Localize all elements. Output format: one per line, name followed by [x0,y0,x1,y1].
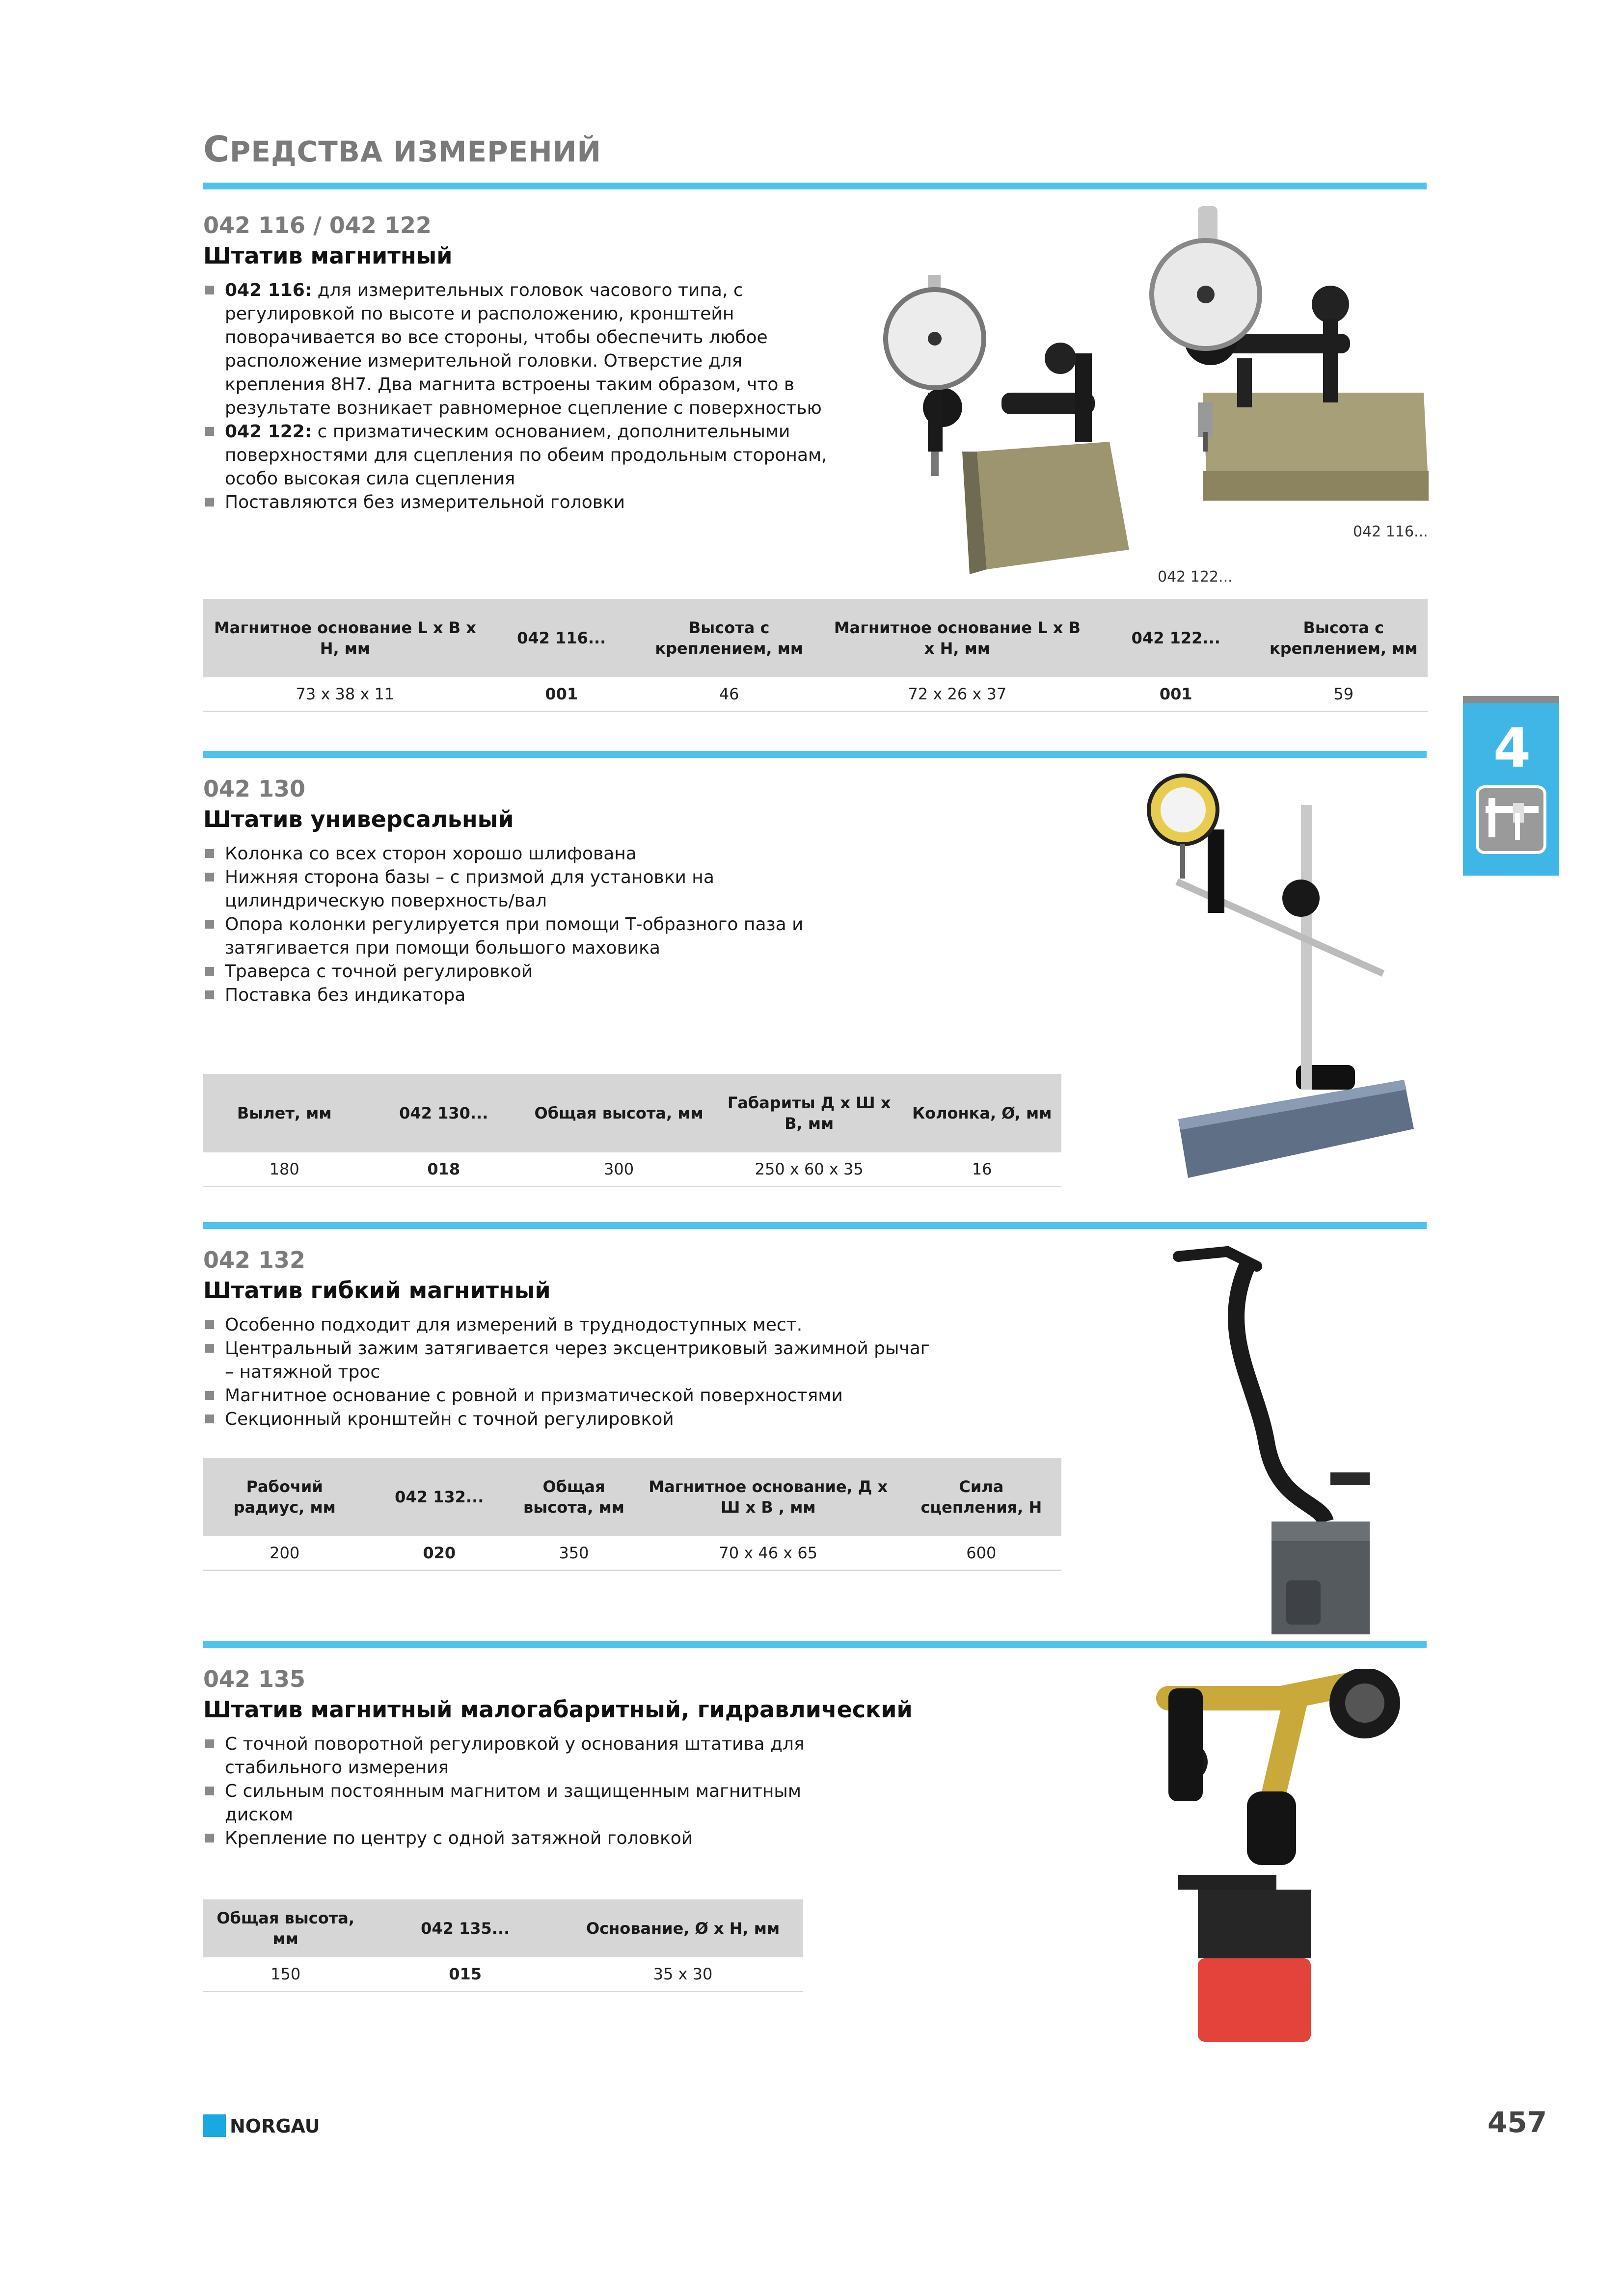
spec-table [203,1899,803,1992]
magnetic-stand-image [864,196,1434,579]
column-header: 042 132... [366,1458,513,1536]
column-header: Общая высота, мм [203,1899,368,1957]
table-row [203,1152,1061,1187]
feature-list [203,279,837,514]
feature-item: С точной поворотной регулировкой у основания штатива для стабильного измерения [203,1733,841,1780]
product-code: 042 130 [203,775,306,802]
column-header: Высота с креплением, мм [1260,599,1428,677]
product-name: Штатив универсальный [203,806,514,832]
table-cell: 46 [636,677,822,712]
column-header: Общая высота, мм [522,1074,716,1152]
table-cell: 59 [1260,677,1428,712]
feature-item: Секционный кронштейн с точной регулировкой [203,1408,930,1431]
spec-table [203,1074,1061,1187]
table-row [203,1536,1061,1571]
feature-item: 042 122: с призматическим основанием, дополнительными поверхностями для сцепления по обеим продольным сторонам, особо высокая сила сцепления [203,420,837,491]
section-rule [203,1641,1427,1648]
table-cell: 35 x 30 [563,1957,803,1992]
feature-item: Колонка со всех сторон хорошо шлифована [203,842,841,866]
spec-table [203,1458,1061,1571]
product-name: Штатив магнитный [203,242,453,269]
column-header: Колонка, Ø, мм [902,1074,1061,1152]
chapter-number: 4 [1493,717,1531,779]
table-cell: 200 [203,1536,366,1571]
table-cell: 001 [487,677,636,712]
column-header: Рабочий радиус, мм [203,1458,366,1536]
image-caption: 042 116... [1353,523,1428,540]
image-caption: 042 122... [1158,568,1233,586]
feature-list [203,842,841,1007]
product-code: 042 116 / 042 122 [203,212,432,239]
spec-table [203,599,1428,712]
section-rule [203,1222,1427,1229]
table-cell: 70 x 46 x 65 [635,1536,901,1571]
column-header: 042 135... [368,1899,563,1957]
feature-item: 042 116: для измерительных головок часового типа, с регулировкой по высоте и расположению, кронштейн поворачивается во все стороны, чтобы обеспечить любое расположение измерительной головки. Отверстие для крепления 8H7. Два магнита встроены таким образом, что в результате возникает равномерное сцепление с поверхностью [203,279,837,420]
column-header: Габариты Д x Ш x В, мм [716,1074,902,1152]
table-cell: 018 [365,1152,522,1187]
column-header: 042 116... [487,599,636,677]
column-header: Магнитное основание L x B x H, мм [203,599,487,677]
table-row [203,677,1428,712]
table-cell: 350 [513,1536,635,1571]
feature-item: Поставляются без измерительной головки [203,491,837,514]
table-cell: 015 [368,1957,563,1992]
feature-item: Центральный зажим затягивается через эксцентриковый зажимной рычаг – натяжной трос [203,1337,930,1384]
column-header: 042 122... [1092,599,1260,677]
table-cell: 180 [203,1152,365,1187]
product-name: Штатив гибкий магнитный [203,1277,551,1304]
feature-item: С сильным постоянным магнитом и защищенным магнитным диском [203,1780,841,1827]
feature-item: Опора колонки регулируется при помощи Т-образного паза и затягивается при помощи большого маховика [203,913,841,960]
table-cell: 150 [203,1957,368,1992]
feature-item: Особенно подходит для измерений в труднодоступных мест. [203,1313,930,1337]
table-cell: 600 [901,1536,1061,1571]
table-cell: 001 [1092,677,1260,712]
column-header: Общая высота, мм [513,1458,635,1536]
page-number: 457 [1488,2106,1547,2139]
table-cell: 16 [902,1152,1061,1187]
table-cell: 300 [522,1152,716,1187]
product-name: Штатив магнитный малогабаритный, гидравлический [203,1696,913,1723]
column-header: Магнитное основание L x B x H, мм [822,599,1092,677]
column-header: 042 130... [365,1074,522,1152]
table-cell: 72 x 26 x 37 [822,677,1092,712]
feature-item: Поставка без индикатора [203,984,841,1007]
feature-list [203,1733,841,1850]
header-rule [203,183,1427,189]
table-cell: 250 x 60 x 35 [716,1152,902,1187]
product-code: 042 135 [203,1666,306,1692]
column-header: Магнитное основание, Д x Ш x В , мм [635,1458,901,1536]
column-header: Вылет, мм [203,1074,365,1152]
column-header: Сила сцепления, Н [901,1458,1061,1536]
product-code: 042 132 [203,1247,306,1273]
section-rule [203,751,1427,758]
feature-item: Магнитное основание с ровной и призматической поверхностями [203,1384,930,1408]
page-title: СРЕДСТВА ИЗМЕРЕНИЙ [203,129,601,170]
universal-stand-image [1129,766,1453,1207]
flexible-stand-image [1159,1237,1404,1639]
table-cell: 020 [366,1536,513,1571]
brand-name: NORGAU [230,2115,320,2137]
feature-list [203,1313,930,1431]
column-header: Высота с креплением, мм [636,599,822,677]
caliper-icon [1476,785,1546,854]
feature-item: Крепление по центру с одной затяжной головкой [203,1827,841,1850]
table-row [203,1957,803,1992]
feature-item: Нижняя сторона базы – с призмой для установки на цилиндрическую поверхность/вал [203,866,841,913]
column-header: Основание, Ø x H, мм [563,1899,803,1957]
brand-logo-square [203,2114,226,2137]
table-cell: 73 x 38 x 11 [203,677,487,712]
hydraulic-stand-image [1149,1669,1424,2042]
feature-item: Траверса с точной регулировкой [203,960,841,984]
